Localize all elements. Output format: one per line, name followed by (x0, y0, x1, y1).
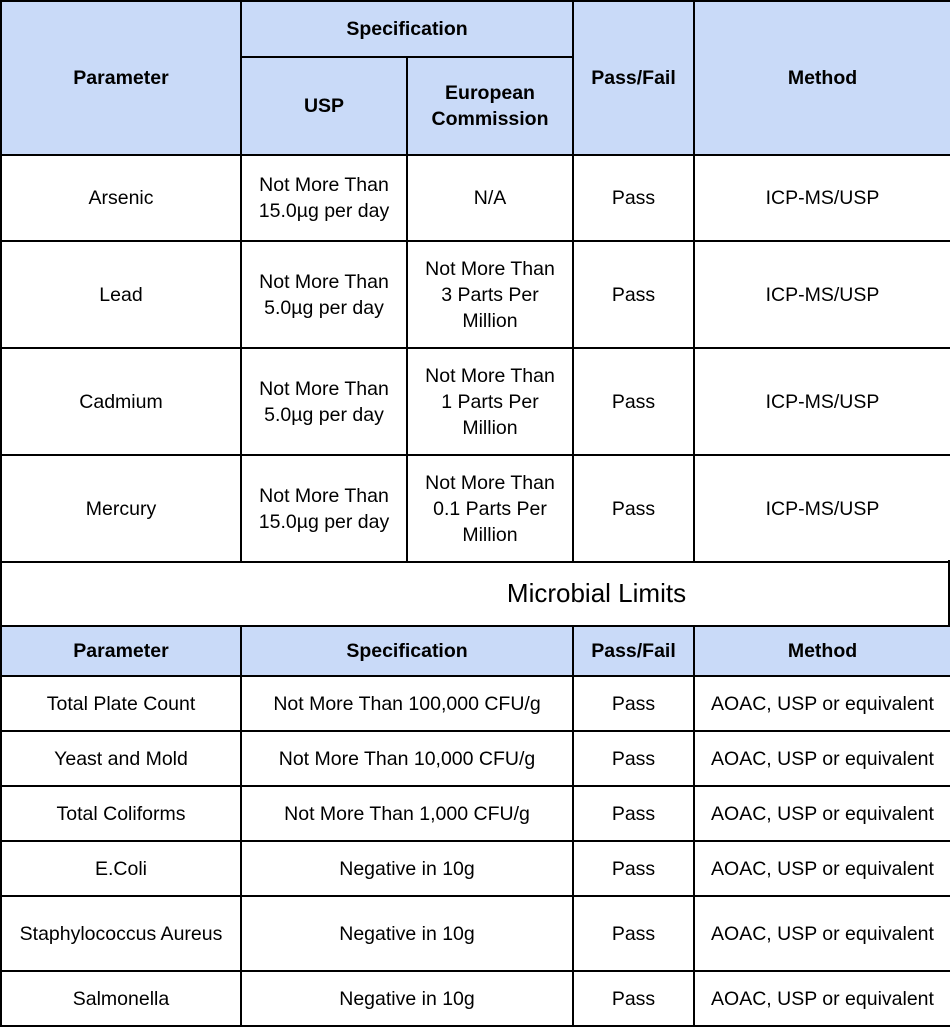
header-row (1, 1, 950, 57)
parameter-cell: Arsenic (1, 155, 241, 241)
header-pass-fail: Pass/Fail (573, 1, 694, 155)
table-row (1, 455, 950, 562)
ec-cell: Not More Than 0.1 Parts Per Million (407, 455, 573, 562)
usp-cell: Not More Than 15.0µg per day (241, 455, 407, 562)
result-cell: Pass (573, 676, 694, 731)
table-row (1, 731, 950, 786)
result-cell: Pass (573, 241, 694, 348)
method-cell: AOAC, USP or equivalent (694, 896, 950, 971)
specification-cell: Negative in 10g (241, 841, 573, 896)
header-method: Method (694, 1, 950, 155)
parameter-cell: Salmonella (1, 971, 241, 1026)
header-parameter: Parameter (1, 626, 241, 676)
usp-cell: Not More Than 5.0µg per day (241, 348, 407, 455)
method-cell: ICP-MS/USP (694, 455, 950, 562)
header-european-commission: European Commission (407, 57, 573, 155)
parameter-cell: Total Plate Count (1, 676, 241, 731)
header-method: Method (694, 626, 950, 676)
method-cell: AOAC, USP or equivalent (694, 841, 950, 896)
microbial-limits-title-bar (0, 560, 950, 626)
result-cell: Pass (573, 971, 694, 1026)
table-row (1, 896, 950, 971)
result-cell: Pass (573, 731, 694, 786)
parameter-cell: Mercury (1, 455, 241, 562)
result-cell: Pass (573, 155, 694, 241)
table-row (1, 841, 950, 896)
section-title: Microbial Limits (506, 577, 687, 608)
parameter-cell: Yeast and Mold (1, 731, 241, 786)
usp-cell: Not More Than 15.0µg per day (241, 155, 407, 241)
header-row (1, 626, 950, 676)
table-row (1, 241, 950, 348)
header-usp: USP (241, 57, 407, 155)
header-specification: Specification (241, 1, 573, 57)
table-row (1, 348, 950, 455)
table-row (1, 155, 950, 241)
header-parameter: Parameter (1, 1, 241, 155)
method-cell: AOAC, USP or equivalent (694, 676, 950, 731)
header-pass-fail: Pass/Fail (573, 626, 694, 676)
header-specification: Specification (241, 626, 573, 676)
usp-cell: Not More Than 5.0µg per day (241, 241, 407, 348)
result-cell: Pass (573, 786, 694, 841)
result-cell: Pass (573, 348, 694, 455)
parameter-cell: Cadmium (1, 348, 241, 455)
table-row (1, 786, 950, 841)
parameter-cell: Lead (1, 241, 241, 348)
specification-cell: Negative in 10g (241, 896, 573, 971)
ec-cell: Not More Than 1 Parts Per Million (407, 348, 573, 455)
specification-cell: Not More Than 10,000 CFU/g (241, 731, 573, 786)
result-cell: Pass (573, 896, 694, 971)
parameter-cell: E.Coli (1, 841, 241, 896)
specification-cell: Not More Than 100,000 CFU/g (241, 676, 573, 731)
method-cell: AOAC, USP or equivalent (694, 971, 950, 1026)
table-row (1, 971, 950, 1026)
table-row (1, 676, 950, 731)
parameter-cell: Total Coliforms (1, 786, 241, 841)
method-cell: AOAC, USP or equivalent (694, 786, 950, 841)
method-cell: ICP-MS/USP (694, 155, 950, 241)
result-cell: Pass (573, 841, 694, 896)
ec-cell: N/A (407, 155, 573, 241)
method-cell: ICP-MS/USP (694, 241, 950, 348)
specification-cell: Negative in 10g (241, 971, 573, 1026)
ec-cell: Not More Than 3 Parts Per Million (407, 241, 573, 348)
specification-cell: Not More Than 1,000 CFU/g (241, 786, 573, 841)
result-cell: Pass (573, 455, 694, 562)
parameter-cell: Staphylococcus Aureus (1, 896, 241, 971)
microbial-limits-table (0, 625, 950, 1027)
method-cell: AOAC, USP or equivalent (694, 731, 950, 786)
method-cell: ICP-MS/USP (694, 348, 950, 455)
